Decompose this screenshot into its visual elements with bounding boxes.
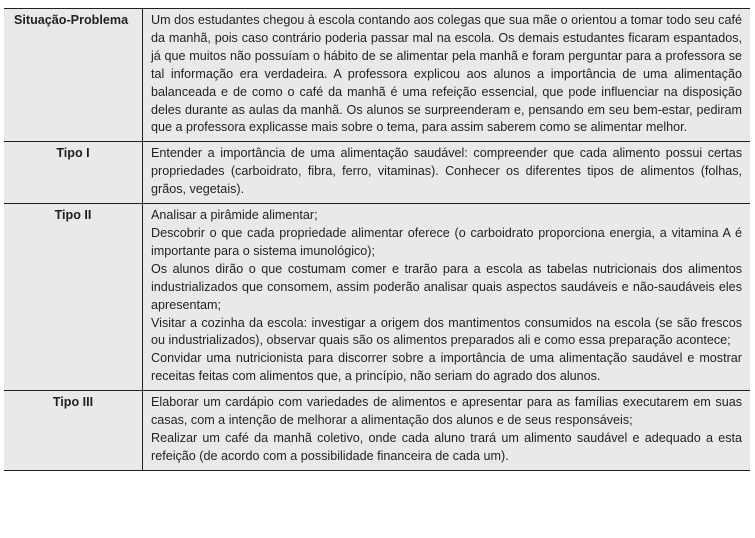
row-label: Tipo III — [4, 391, 143, 471]
table-row-tipo-i — [4, 142, 750, 204]
list-item: Descobrir o que cada propriedade alimentar oferece (o carboidrato proporciona energia, a vitamina A é importante para o sistema imunológico); — [151, 225, 742, 258]
row-label: Tipo I — [4, 142, 143, 204]
row-label: Situação-Problema — [4, 9, 143, 142]
list-item: Elaborar um cardápio com variedades de alimentos e apresentar para as famílias executarem em suas casas, com a intenção de melhorar a alimentação dos alunos e de seus responsáveis; — [151, 395, 742, 428]
list-item: Convidar uma nutricionista para discorrer sobre a importância de uma alimentação saudável e mostrar receitas feitas com alimentos que, a princípio, não seriam do agrado dos alunos. — [151, 351, 742, 384]
row-text: Um dos estudantes chegou à escola contando aos colegas que sua mãe o orientou a tomar todo seu café da manhã, pois caso contrário poderia passar mal na escola. Os demais estudantes ficaram espantados, já que muitos não possuíam o hábito de se alimentar pela manhã e foram perguntar para a professora se tal informação era verdadeira. A professora explicou aos alunos a importância de uma alimentação balanceada e de como o café da manhã é uma refeição essencial, que pode influenciar na disposição deles durante as aulas da manhã. Os alunos se surpreenderam e, pensando em seu bem-estar, pediram que a professora explicasse mais sobre o tema, para assim saberem como se alimentar melhor. — [143, 9, 751, 142]
table-row-tipo-ii — [4, 204, 750, 391]
row-text: Entender a importância de uma alimentação saudável: compreender que cada alimento possui certas propriedades (carboidrato, fibra, ferro, vitaminas). Conhecer os diferentes tipos de alimentos (folhas, grãos, vegetais). — [143, 142, 751, 204]
row-text — [143, 391, 751, 471]
activities-table — [4, 8, 750, 471]
table-row-tipo-iii — [4, 391, 750, 471]
row-label: Tipo II — [4, 204, 143, 391]
row-text — [143, 204, 751, 391]
list-item: Visitar a cozinha da escola: investigar a origem dos mantimentos consumidos na escola (se são frescos ou industrializados), observar quais são os alimentos preparados ali e como essa preparação acontece; — [151, 315, 742, 348]
list-item: Os alunos dirão o que costumam comer e trarão para a escola as tabelas nutricionais dos alimentos industrializados que consomem, assim poderão analisar quais aspectos saudáveis e não-saudáveis eles apresentam; — [151, 261, 742, 312]
list-item: Realizar um café da manhã coletivo, onde cada aluno trará um alimento saudável e adequado a esta refeição (de acordo com a possibilidade financeira de cada um). — [151, 430, 742, 463]
list-item: Analisar a pirâmide alimentar; — [151, 208, 318, 223]
table-row-situacao-problema — [4, 9, 750, 142]
